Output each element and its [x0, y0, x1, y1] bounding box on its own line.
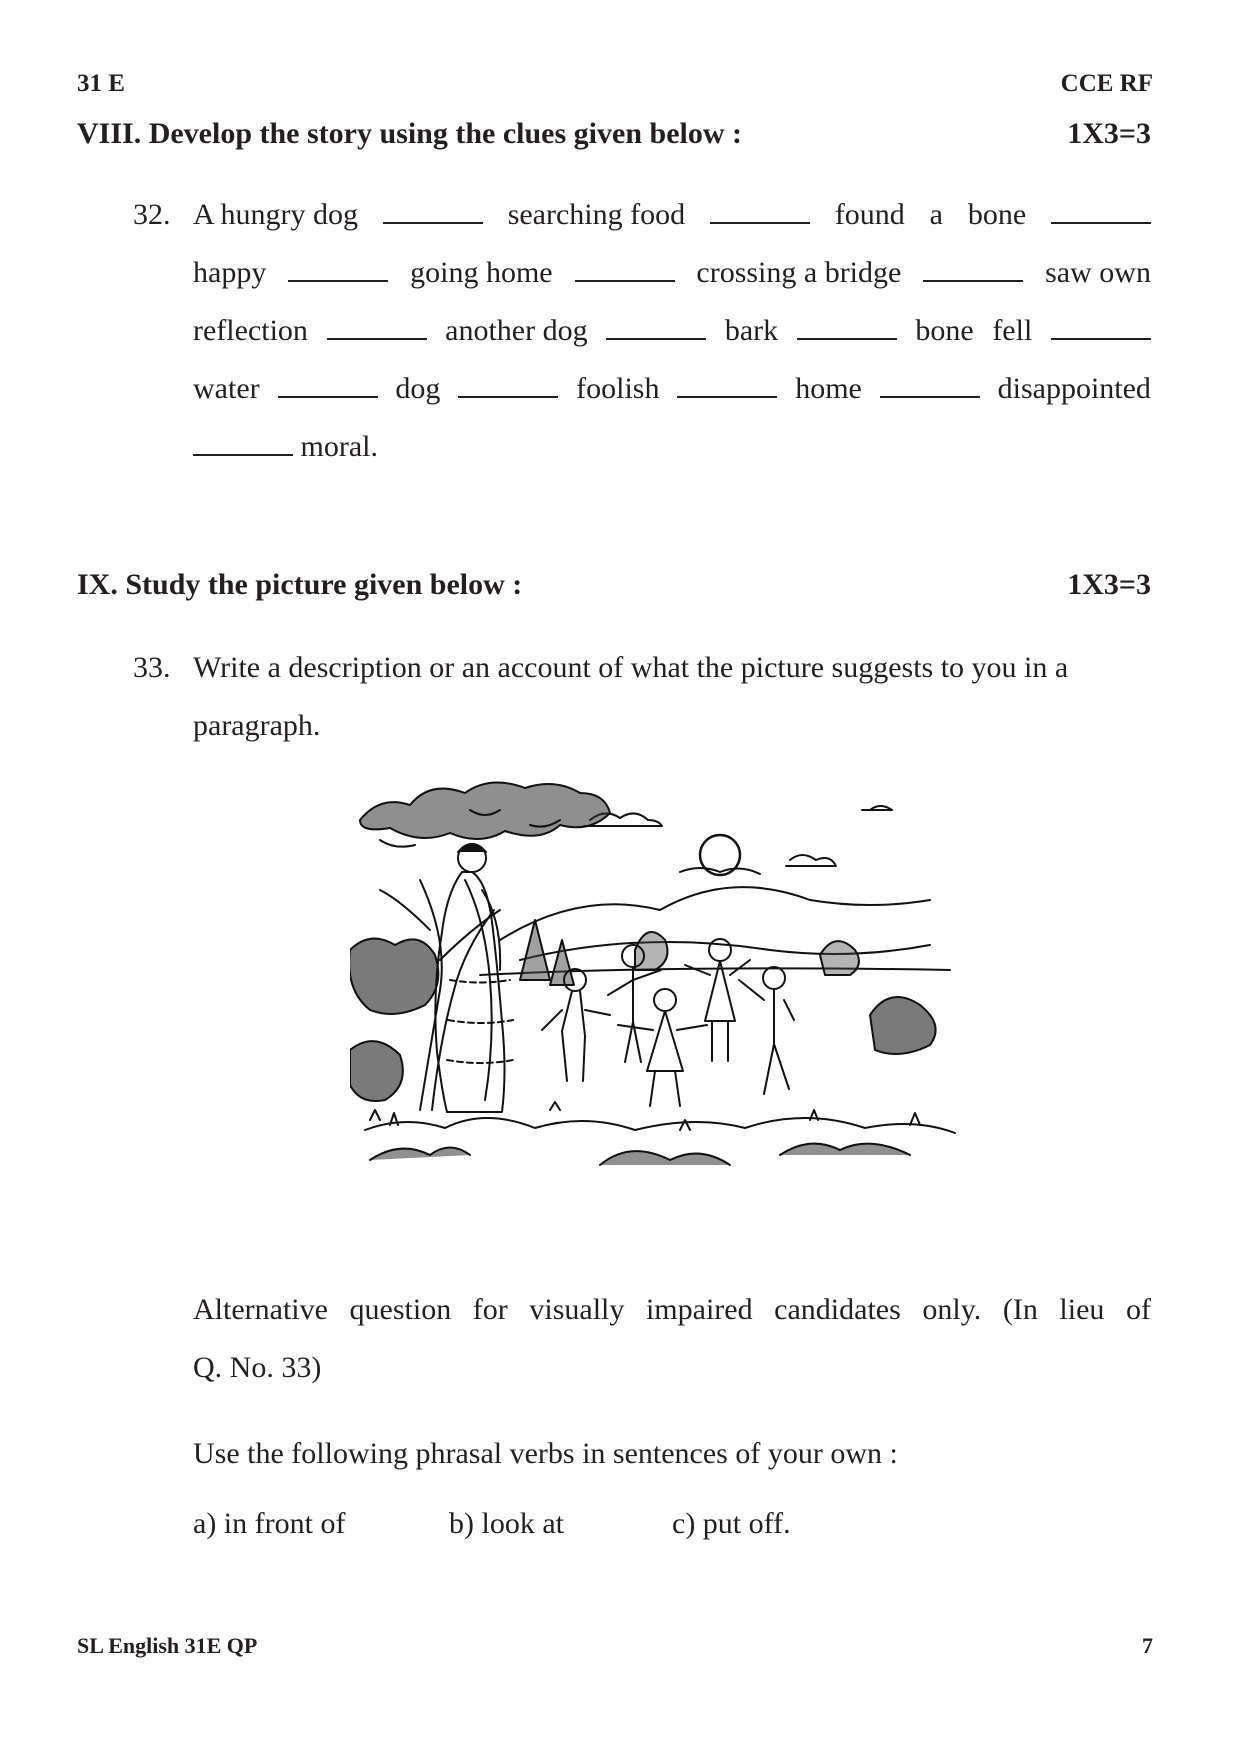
- option-b: b) look at: [449, 1507, 564, 1540]
- blank: [677, 372, 777, 398]
- question-33-text-line-2: paragraph.: [193, 709, 321, 742]
- blank: [575, 256, 675, 282]
- blank: [606, 314, 706, 340]
- blank: [710, 198, 810, 224]
- blank: [327, 314, 427, 340]
- alt-question-line-1: Alternative question for visually impaired candidates only. (In lieu of: [193, 1293, 1151, 1326]
- blank: [278, 372, 378, 398]
- story-clue-line-2: happy going home crossing a bridge saw own: [193, 256, 1151, 289]
- paper-series: CCE RF: [1060, 70, 1153, 97]
- section-8-title: VIII. Develop the story using the clues given below :: [77, 117, 742, 150]
- blank: [923, 256, 1023, 282]
- blank: [288, 256, 388, 282]
- children-playing-picture: [350, 780, 960, 1230]
- paper-code: 31 E: [77, 70, 125, 97]
- section-9-title: IX. Study the picture given below :: [77, 568, 523, 601]
- story-clue-line-4: water dog foolish home disappointed: [193, 372, 1151, 405]
- option-a: a) in front of: [193, 1507, 346, 1540]
- question-32-number: 32.: [133, 198, 171, 231]
- page-number: 7: [1142, 1633, 1153, 1658]
- phrasal-verbs-instruction: Use the following phrasal verbs in sentences of your own :: [193, 1437, 898, 1470]
- option-c: c) put off.: [672, 1507, 791, 1540]
- blank: [880, 372, 980, 398]
- blank: [1051, 198, 1151, 224]
- question-33-text-line-1: Write a description or an account of what the picture suggests to you in a: [193, 651, 1069, 684]
- question-33-number: 33.: [133, 651, 171, 684]
- story-clue-line-1: A hungry dog searching food found a bone: [193, 198, 1151, 232]
- footer-paper-name: SL English 31E QP: [77, 1633, 258, 1658]
- blank: [193, 430, 293, 456]
- story-clue-line-5: moral.: [193, 430, 378, 464]
- blank: [458, 372, 558, 398]
- blank: [797, 314, 897, 340]
- section-9-marks: 1X3=3: [1067, 568, 1151, 601]
- blank: [1051, 314, 1151, 340]
- alt-question-line-2: Q. No. 33): [193, 1351, 322, 1384]
- blank: [383, 198, 483, 224]
- story-clue-line-3: reflection another dog bark bone fell: [193, 314, 1151, 348]
- section-8-marks: 1X3=3: [1067, 117, 1151, 150]
